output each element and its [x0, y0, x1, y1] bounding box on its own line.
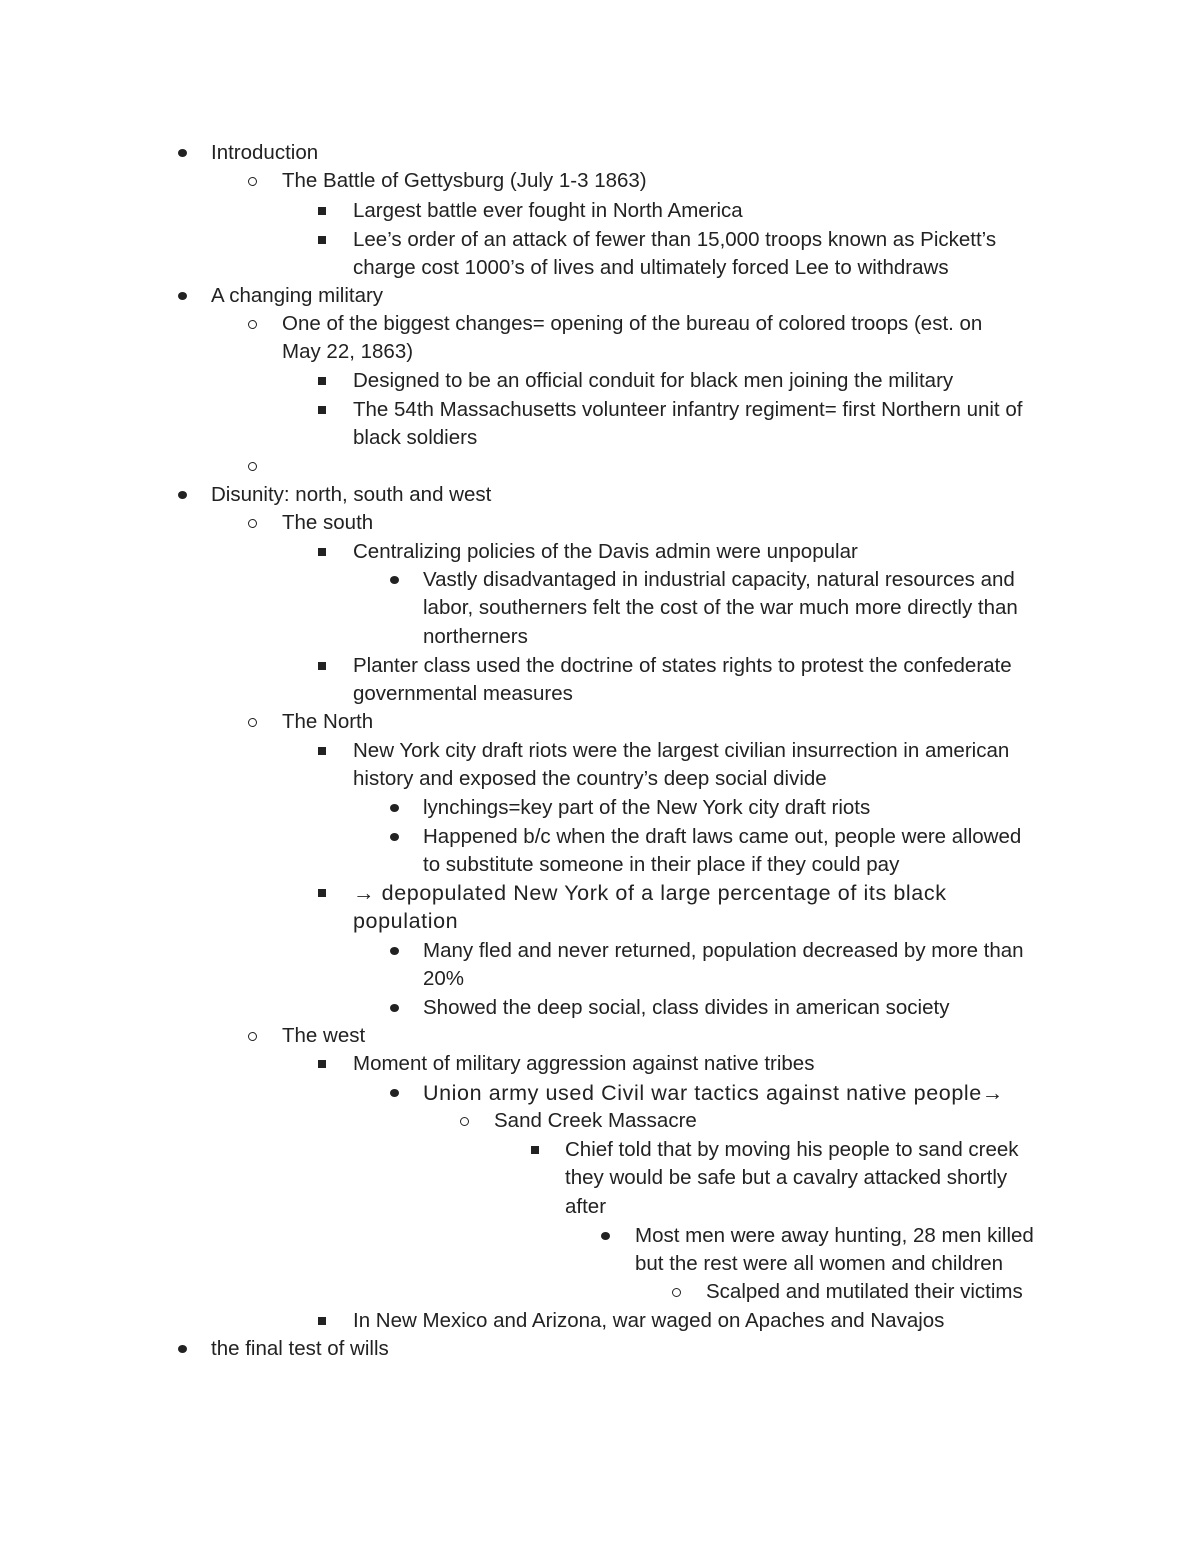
- outline-item-text: black soldiers: [353, 426, 478, 450]
- circle-bullet-icon: [460, 1117, 469, 1126]
- square-bullet-icon: [318, 377, 326, 385]
- outline-item-text: May 22, 1863): [282, 340, 414, 364]
- outline-item-text: labor, southerners felt the cost of the war much more directly than: [423, 596, 1018, 620]
- outline-item-text: to substitute someone in their place if they could pay: [423, 853, 900, 877]
- outline-item-text: Largest battle ever fought in North America: [353, 199, 743, 222]
- outline-item-text: northerners: [423, 624, 528, 648]
- outline-item-text: Designed to be an official conduit for black men joining the military: [353, 369, 954, 392]
- outline-item-text: Disunity: north, south and west: [211, 483, 492, 506]
- outline-item-text: lynchings=key part of the New York city draft riots: [423, 796, 871, 819]
- square-bullet-icon: [318, 236, 326, 244]
- square-bullet-icon: [318, 662, 326, 670]
- outline-item-text: population: [353, 909, 459, 934]
- square-bullet-icon: [318, 1317, 326, 1325]
- outline-item-text: The 54th Massachusetts volunteer infantry regiment= first Northern unit of: [353, 398, 1023, 421]
- square-bullet-icon: [318, 548, 326, 556]
- outline-item-text: Union army used Civil war tactics against native people→: [423, 1081, 1004, 1105]
- disc-bullet-icon: [390, 947, 399, 955]
- disc-bullet-icon: [178, 292, 187, 300]
- outline-item-text: Most men were away hunting, 28 men killed: [635, 1224, 1034, 1247]
- outline-item-text: Showed the deep social, class divides in american society: [423, 996, 950, 1019]
- outline-item-text: the final test of wills: [211, 1337, 389, 1360]
- outline-item-text: Scalped and mutilated their victims: [706, 1280, 1023, 1303]
- outline-item-text: governmental measures: [353, 682, 573, 706]
- outline-item-text: Sand Creek Massacre: [494, 1109, 697, 1132]
- outline-item-text: Centralizing policies of the Davis admin were unpopular: [353, 540, 858, 563]
- disc-bullet-icon: [601, 1232, 610, 1240]
- outline-item-text: Introduction: [211, 141, 319, 164]
- circle-bullet-icon: [248, 462, 257, 471]
- square-bullet-icon: [318, 889, 326, 897]
- disc-bullet-icon: [390, 576, 399, 584]
- circle-bullet-icon: [248, 1032, 257, 1041]
- outline-item-text: The west: [282, 1024, 366, 1047]
- outline-item-text: In New Mexico and Arizona, war waged on Apaches and Navajos: [353, 1309, 945, 1332]
- circle-bullet-icon: [672, 1288, 681, 1297]
- square-bullet-icon: [318, 1060, 326, 1068]
- outline-item-text: One of the biggest changes= opening of the bureau of colored troops (est. on: [282, 312, 983, 335]
- square-bullet-icon: [318, 406, 326, 414]
- circle-bullet-icon: [248, 320, 257, 329]
- outline-item-text: after: [565, 1194, 607, 1218]
- outline-item-text: The North: [282, 710, 374, 733]
- outline-item-text: they would be safe but a cavalry attacked shortly: [565, 1166, 1008, 1190]
- disc-bullet-icon: [390, 804, 399, 812]
- outline-item-text: Chief told that by moving his people to sand creek: [565, 1138, 1019, 1161]
- square-bullet-icon: [318, 207, 326, 215]
- outline-item-text: Happened b/c when the draft laws came out, people were allowed: [423, 825, 1022, 848]
- circle-bullet-icon: [248, 177, 257, 186]
- disc-bullet-icon: [178, 1345, 187, 1353]
- circle-bullet-icon: [248, 519, 257, 528]
- outline-item-text: Lee’s order of an attack of fewer than 15,000 troops known as Pickett’s: [353, 228, 997, 251]
- outline-item-text: A changing military: [211, 284, 384, 307]
- outline-item-text: The south: [282, 511, 374, 534]
- outline-item-text: Planter class used the doctrine of states rights to protest the confederate: [353, 654, 1012, 677]
- disc-bullet-icon: [390, 1004, 399, 1012]
- disc-bullet-icon: [390, 833, 399, 841]
- square-bullet-icon: [531, 1146, 539, 1154]
- outline-item-text: Vastly disadvantaged in industrial capacity, natural resources and: [423, 568, 1015, 591]
- square-bullet-icon: [318, 747, 326, 755]
- outline-item-text: The Battle of Gettysburg (July 1-3 1863): [282, 169, 647, 192]
- outline-item-text: Moment of military aggression against native tribes: [353, 1052, 815, 1075]
- outline-item-text: → depopulated New York of a large percentage of its black: [353, 881, 947, 905]
- disc-bullet-icon: [178, 491, 187, 499]
- outline-item-text: charge cost 1000’s of lives and ultimately forced Lee to withdraws: [353, 256, 949, 280]
- disc-bullet-icon: [390, 1089, 399, 1097]
- outline-item-text: New York city draft riots were the largest civilian insurrection in american: [353, 739, 1010, 762]
- outline-item-text: Many fled and never returned, population decreased by more than: [423, 939, 1024, 962]
- outline-item-text: 20%: [423, 967, 465, 991]
- outline-item-text: but the rest were all women and children: [635, 1252, 1004, 1276]
- outline-item-text: history and exposed the country’s deep social divide: [353, 767, 827, 791]
- disc-bullet-icon: [178, 149, 187, 157]
- circle-bullet-icon: [248, 718, 257, 727]
